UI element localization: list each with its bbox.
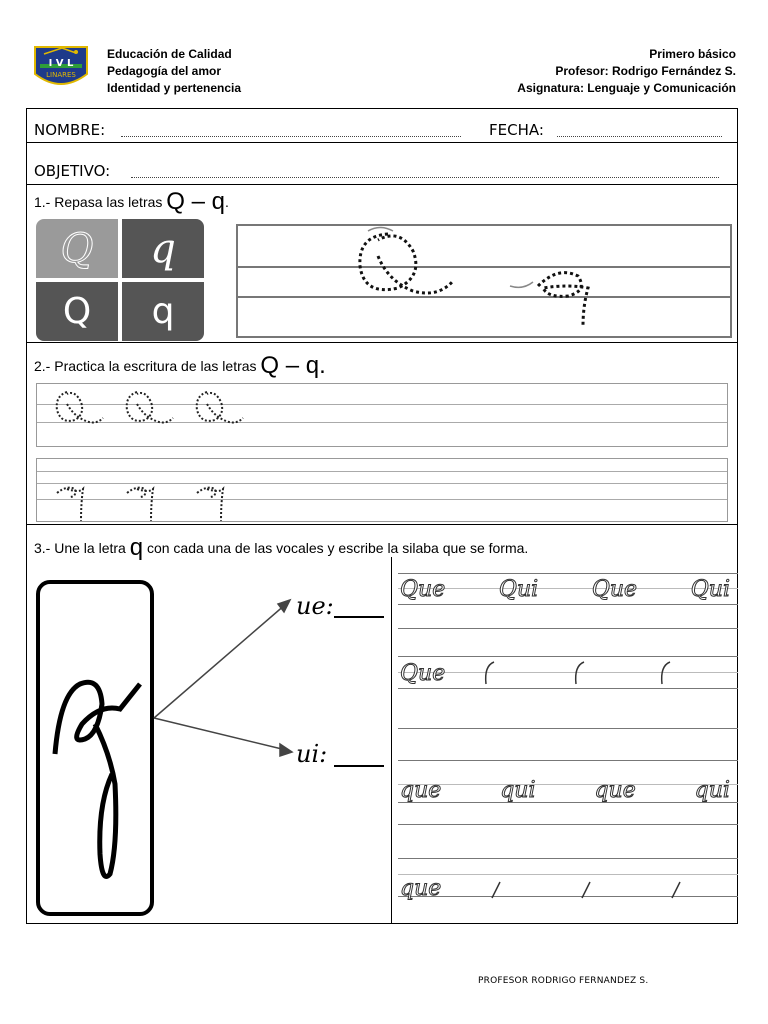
date-label: FECHA: (489, 121, 544, 139)
guide-line (398, 628, 738, 629)
section3-title: 3.- Une la letra q con cada una de las vocales y escribe la silaba que se forma. (34, 534, 529, 561)
tile-cursive-lower: q (122, 219, 204, 278)
answer-line-ui[interactable] (334, 765, 384, 767)
guide-line (398, 874, 738, 875)
course-subject: Asignatura: Lenguaje y Comunicación (517, 81, 736, 95)
trace-que: que (400, 778, 442, 803)
guide-line (398, 858, 738, 859)
trace-qui: qui (694, 778, 730, 803)
motto-line-2: Pedagogía del amor (107, 64, 222, 78)
trace-box-large[interactable] (236, 224, 732, 338)
name-label: NOMBRE: (34, 121, 106, 139)
trace-qui: Qui (690, 577, 730, 602)
letter-tiles (36, 219, 204, 341)
trace-que: Que (400, 661, 446, 686)
svg-text:LINARES: LINARES (46, 71, 76, 79)
school-motto (107, 46, 241, 97)
tile-cursive-upper: Q (36, 219, 118, 278)
tile-print-lower: q (122, 282, 204, 341)
dotted-q-upper (37, 384, 727, 446)
date-field[interactable] (557, 136, 722, 137)
guide-line (398, 728, 738, 729)
guide-line (398, 824, 738, 825)
start-marks-row-4 (488, 876, 698, 900)
start-marks-row-2 (480, 656, 700, 686)
practice-lower-box[interactable] (36, 458, 728, 522)
tile-print-upper: Q (36, 282, 118, 341)
course-teacher: Profesor: Rodrigo Fernández S. (555, 64, 736, 78)
section1-title: 1.- Repasa las letras Q – q. (34, 188, 229, 215)
big-cursive-q (40, 584, 150, 912)
guide-line (398, 688, 738, 689)
section3-divider (391, 557, 392, 923)
guide-line (398, 604, 738, 605)
trace-que: Que (591, 577, 638, 602)
motto-line-3: Identidad y pertenencia (107, 81, 242, 95)
vowel-ui: ui: (296, 740, 328, 768)
section2-title: 2.- Practica la escritura de las letras Q – q. (34, 352, 326, 379)
svg-text:I V L: I V L (48, 58, 74, 69)
practice-row-1 (400, 577, 730, 602)
trace-que: que (400, 876, 442, 901)
objective-label: OBJETIVO: (34, 162, 111, 180)
trace-que: que (594, 778, 636, 803)
vowel-ue: ue: (296, 592, 334, 620)
practice-upper-box[interactable] (36, 383, 728, 447)
practice-row-2 (400, 661, 445, 686)
trace-que: Que (400, 577, 446, 602)
trace-qui: Qui (498, 577, 539, 602)
course-info (517, 46, 736, 97)
name-field[interactable] (121, 136, 461, 137)
practice-row-3 (400, 778, 730, 803)
trace-qui: qui (500, 778, 536, 803)
divider (27, 342, 737, 343)
practice-row-4 (400, 876, 441, 901)
big-q-card (36, 580, 154, 916)
motto-line-1: Educación de Calidad (107, 47, 232, 61)
dotted-q-letters (238, 226, 730, 336)
objective-field[interactable] (131, 177, 719, 178)
guide-line (398, 760, 738, 761)
divider (27, 524, 737, 525)
connecting-arrows (150, 590, 300, 760)
divider (27, 142, 737, 143)
course-grade: Primero básico (649, 47, 736, 61)
school-logo (32, 44, 90, 90)
answer-line-ue[interactable] (334, 616, 384, 618)
dotted-q-lower (37, 459, 727, 521)
footer-author: PROFESOR RODRIGO FERNANDEZ S. (478, 976, 649, 986)
guide-line (398, 573, 738, 574)
divider (27, 184, 737, 185)
